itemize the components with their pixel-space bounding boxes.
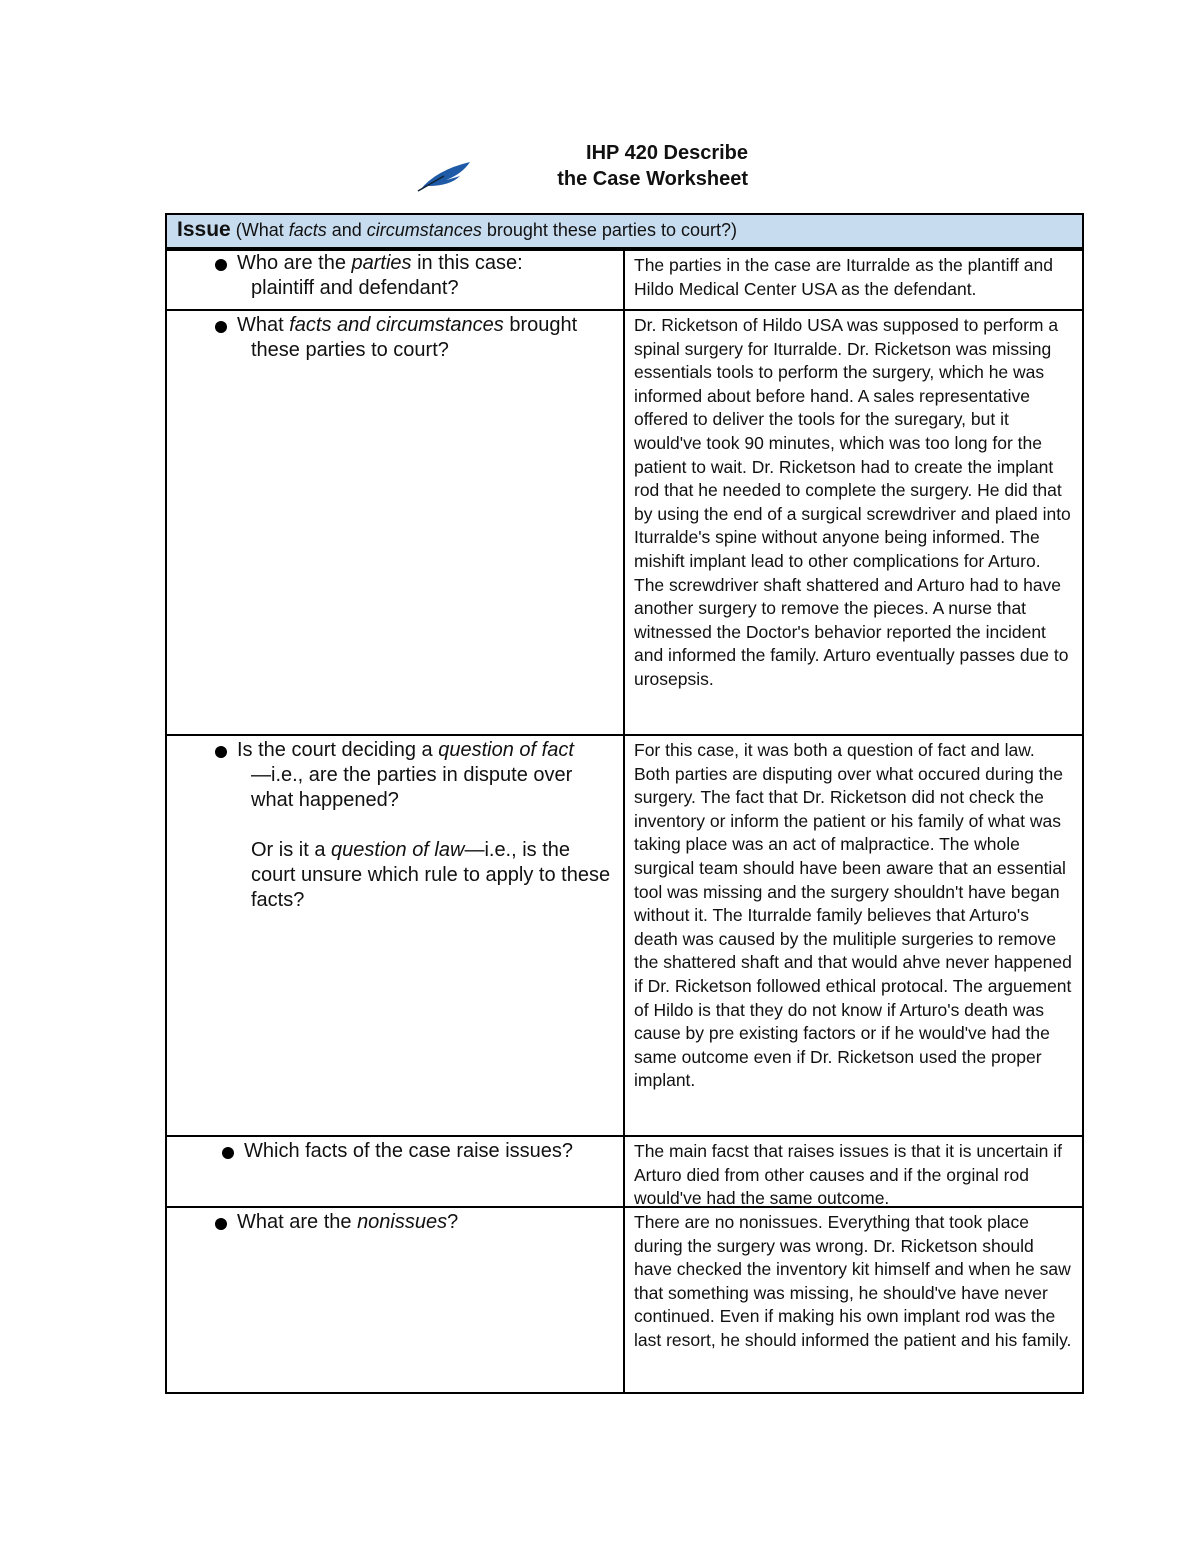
question-line-2: these parties to court? (251, 339, 449, 361)
question-para2-emphasis: question of law (331, 839, 465, 861)
question-paragraph-2 (251, 838, 615, 913)
issue-prompt-em1: facts (288, 220, 327, 240)
issue-prompt-post: brought these parties to court?) (481, 220, 737, 240)
title-line-1: IHP 420 Describe (586, 142, 748, 164)
worksheet-row (167, 734, 1082, 1135)
question-line-2: —i.e., are the parties in dispute over what happened? (251, 764, 573, 811)
issue-prompt-mid: and (326, 220, 367, 240)
question-text: What (237, 314, 290, 336)
question-emphasis: facts and circumstances (289, 314, 504, 336)
issue-prompt-pre: (What (235, 220, 289, 240)
question-text: Which facts of the case raise issues? (244, 1140, 574, 1162)
worksheet-row (167, 249, 1082, 309)
logo (176, 160, 536, 192)
quill-feather-icon (416, 160, 476, 192)
answer-cell: The main facst that raises issues is that it is uncertain if Arturo died from other causes and if the orginal rod would've had the same outcome. (634, 1141, 1062, 1209)
question-emphasis: question of fact (438, 739, 574, 761)
worksheet-row (167, 1206, 1082, 1392)
question-text: Is the court deciding a (237, 739, 439, 761)
answer-cell: There are no nonissues. Everything that took place during the surgery was wrong. Dr. Ricketson should have checked the inventory kit himself and when he saw that something was missing, he should've have never continued. Even if making his own implant rod was the last resort, he should informed the patient and his family. (634, 1212, 1072, 1350)
question-cell (222, 1139, 622, 1164)
answer-cell: Dr. Ricketson of Hildo USA was supposed to perform a spinal surgery for Iturralde. Dr. Ricketson was missing essentials tools to perform the surgery, which he was informed about before hand. A sales representative offered to deliver the tools for the suregary, but it would've took 90 minutes, which was too long for the patient to wait. Dr. Ricketson had to create the implant rod that he needed to complete the surgery. He did that by using the end of a surgical screwdriver and plaed into Iturralde's spine without anyone being informed. The mishift implant lead to other complications for Arturo. The screwdriver shaft shattered and Arturo had to have another surgery to remove the pieces. A nurse that witnessed the Doctor's behavior reported the incident and informed the family. Arturo eventually passes due to urosepsis. (634, 315, 1071, 689)
answer-cell: The parties in the case are Iturralde as the plantiff and Hildo Medical Center USA as the defendant. (634, 255, 1053, 299)
issue-header-bar (167, 215, 1082, 249)
question-cell (215, 313, 615, 363)
question-emphasis: parties (351, 252, 412, 274)
issue-heading: Issue (177, 218, 231, 241)
issue-prompt-em2: circumstances (366, 220, 482, 240)
question-emphasis: nonissues (357, 1211, 448, 1233)
question-line-2: plaintiff and defendant? (251, 277, 459, 299)
question-text-tail: in this case: (411, 252, 523, 274)
worksheet-row (167, 1135, 1082, 1209)
question-cell (215, 1210, 615, 1235)
question-text: Who are the (237, 252, 352, 274)
worksheet-row (167, 309, 1082, 734)
title-line-2: the Case Worksheet (557, 168, 748, 190)
question-text-tail: brought (503, 314, 578, 336)
case-worksheet-table (165, 213, 1084, 1394)
question-cell (215, 738, 615, 913)
question-para2-text: Or is it a (251, 839, 332, 861)
question-para2-tail: —i.e., is the court unsure which rule to apply to these facts? (251, 839, 611, 911)
question-cell (215, 251, 615, 301)
answer-cell: For this case, it was both a question of fact and law. Both parties are disputing over what occured during the surgery. The fact that Dr. Ricketson did not check the inventory or inform the patient or his family of what was taking place was an act of malpractice. The whole surgical team should have been aware that an essential tool was missing and the surgery shouldn't have began without it. The Iturralde family believes that Arturo's death was caused by the mulitiple surgeries to remove the shattered shaft and that would ahve never happened if Dr. Ricketson followed ethical protocal. The arguement of Hildo is that they do not know if Arturo's death was cause by pre existing factors or if he would've had the same outcome even if Dr. Ricketson used the proper implant. (634, 740, 1072, 1091)
question-text-tail: ? (447, 1211, 459, 1233)
question-text: What are the (237, 1211, 358, 1233)
